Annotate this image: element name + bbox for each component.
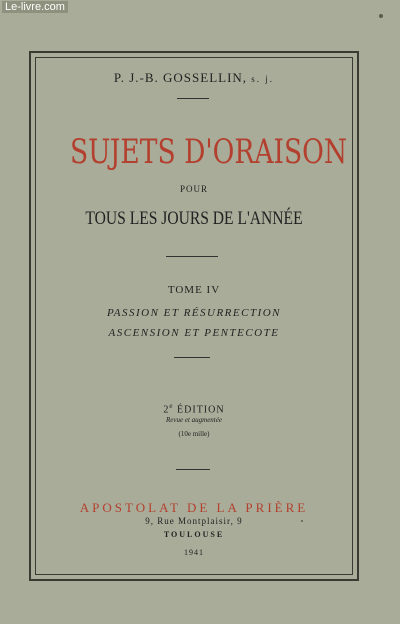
paper-spot <box>301 520 303 522</box>
rule-under-author <box>177 98 209 99</box>
edition-label <box>35 402 353 415</box>
contents-line-1: PASSION ET RÉSURRECTION <box>106 307 282 319</box>
edition-number-sup: e <box>169 402 174 410</box>
watermark: Le-livre.com <box>2 1 68 13</box>
author-name: P. J.-B. GOSSELLIN, <box>113 70 248 85</box>
book-subtitle: TOUS LES JOURS DE L'ANNÉE <box>85 208 303 229</box>
rule-under-contents <box>174 357 210 358</box>
contents-line-2: ASCENSION ET PENTECOTE <box>108 327 280 339</box>
rule-above-publisher <box>176 469 210 470</box>
edition-revue: Revue et augmentée <box>166 416 222 424</box>
paper-spot <box>379 14 383 18</box>
pour-label: POUR <box>179 184 208 194</box>
author <box>35 70 353 86</box>
rule-under-subtitle <box>166 256 218 257</box>
publisher-address: 9, Rue Montplaisir, 9 <box>145 516 243 526</box>
tome-label: TOME IV <box>167 284 221 296</box>
book-title: SUJETS D'ORAISON <box>69 132 348 172</box>
edition-word: ÉDITION <box>177 404 225 416</box>
author-suffix: s. j. <box>251 74 275 84</box>
edition-number: 2 <box>163 404 170 416</box>
publisher-city: TOULOUSE <box>163 530 225 539</box>
edition-mille: (10e mille) <box>178 430 210 438</box>
publication-year: 1941 <box>184 548 204 557</box>
publisher-name: APOSTOLAT DE LA PRIÈRE <box>79 500 309 515</box>
